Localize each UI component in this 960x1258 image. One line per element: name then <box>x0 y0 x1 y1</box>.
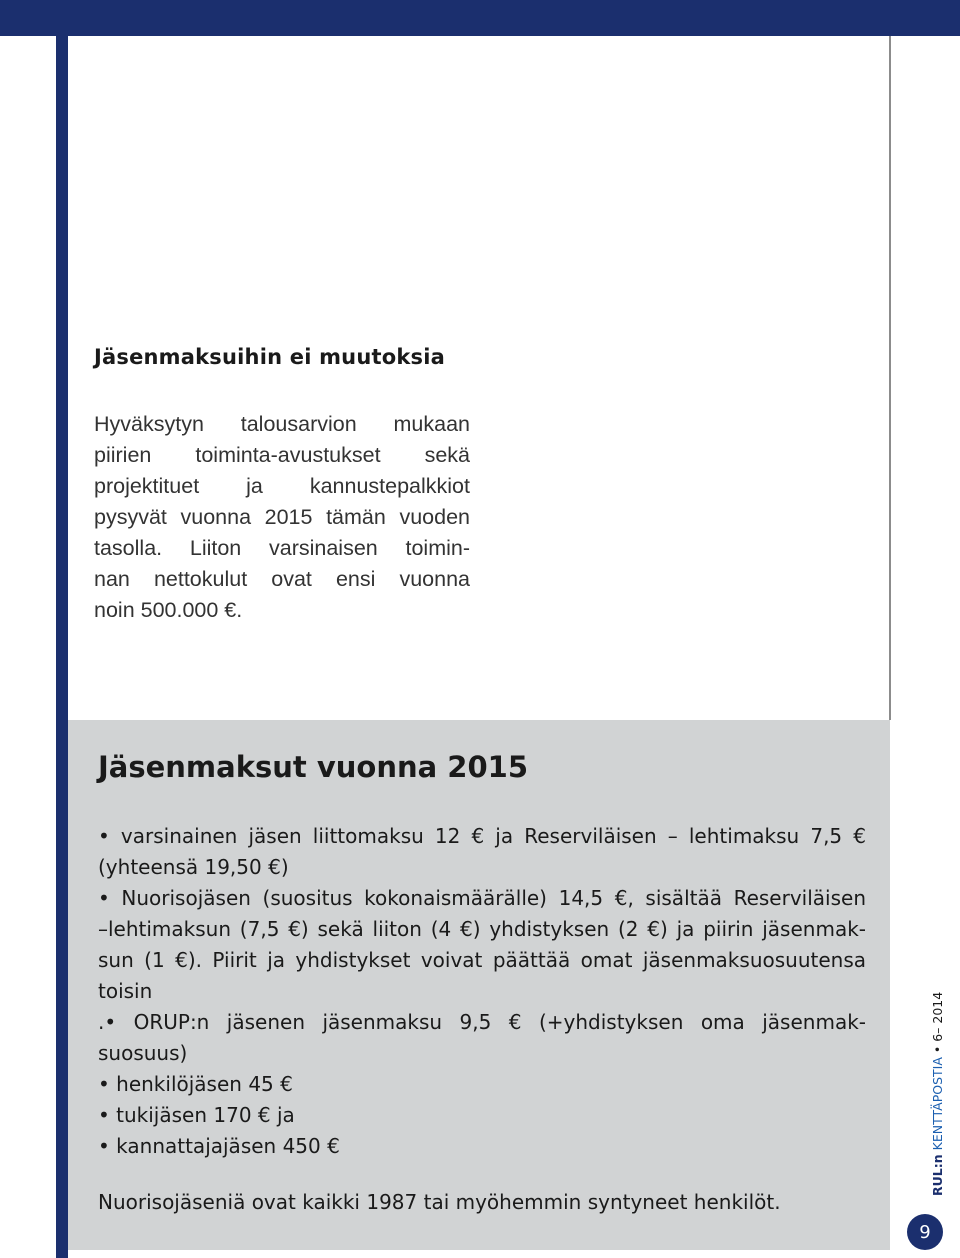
magazine-name: KENTTÄPOSTIA <box>930 1057 945 1151</box>
box-title: Jäsenmaksut vuonna 2015 <box>98 750 529 784</box>
fee-line: suosuus) <box>98 1041 188 1065</box>
left-navy-bar <box>56 36 68 1258</box>
right-divider-line <box>889 36 891 720</box>
fee-line: sun (1 €). Piirit ja yhdistykset voivat päättää omat jäsenmaksuosuutensa <box>98 948 866 972</box>
fee-line: toisin <box>98 979 153 1003</box>
intro-line: Hyväksytyn talousarvion mukaan <box>94 412 470 436</box>
intro-paragraph <box>94 409 470 626</box>
top-navy-bar <box>0 0 960 36</box>
issue-label: • 6– 2014 <box>930 991 945 1054</box>
fee-line: • tukijäsen 170 € ja <box>98 1103 295 1127</box>
brand-label: RUL:n <box>930 1154 945 1196</box>
fee-line: • varsinainen jäsen liittomaksu 12 € ja Reserviläisen – lehtimaksu 7,5 € <box>98 824 866 848</box>
fee-line: • henkilöjäsen 45 € <box>98 1072 293 1096</box>
fee-line: –lehtimaksun (7,5 €) sekä liiton (4 €) yhdistyksen (2 €) ja piirin jäsenmak- <box>98 917 866 941</box>
intro-line: tasolla. Liiton varsinaisen toimin- <box>94 536 470 560</box>
intro-line: projektituet ja kannustepalkkiot <box>94 474 470 498</box>
intro-line: nan nettokulut ovat ensi vuonna <box>94 567 470 591</box>
section-title: Jäsenmaksuihin ei muutoksia <box>94 345 445 369</box>
fees-list <box>98 821 866 1162</box>
fee-line: • kannattajajäsen 450 € <box>98 1134 340 1158</box>
fee-line: • Nuorisojäsen (suositus kokonaismäärälle) 14,5 €, sisältää Reserviläisen <box>98 886 866 910</box>
fee-line: (yhteensä 19,50 €) <box>98 855 289 879</box>
fee-line: .• ORUP:n jäsenen jäsenmaksu 9,5 € (+yhdistyksen oma jäsenmak- <box>98 1010 866 1034</box>
intro-line: piirien toiminta-avustukset sekä <box>94 443 470 467</box>
box-footnote: Nuorisojäseniä ovat kaikki 1987 tai myöhemmin syntyneet henkilöt. <box>98 1190 781 1214</box>
page-number-badge: 9 <box>907 1214 943 1250</box>
intro-line: noin 500.000 €. <box>94 598 243 622</box>
magazine-side-caption <box>930 992 945 1196</box>
intro-line: pysyvät vuonna 2015 tämän vuoden <box>94 505 470 529</box>
